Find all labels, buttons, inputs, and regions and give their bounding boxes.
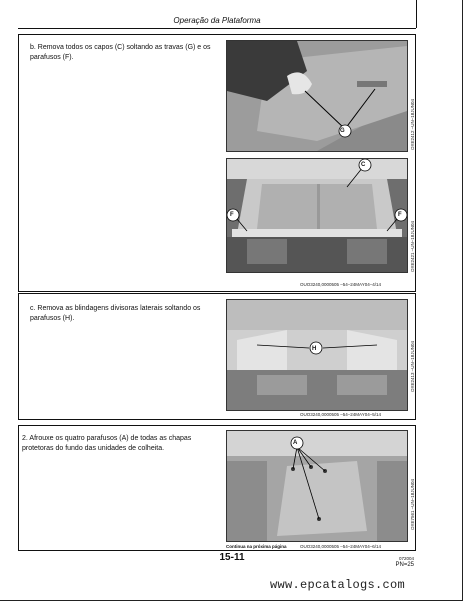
callout-a: A (293, 440, 298, 446)
continue-note: Continua na próxima página (226, 544, 287, 549)
ref-code-5-14: OUO3240,0000505 –54–24MAY04–5/14 (300, 412, 381, 417)
callout-g: G (340, 128, 345, 134)
ref-code-4-14: OUO3240,0000505 –54–24MAY04–4/14 (300, 282, 381, 287)
pn-label: PN=25 (395, 562, 414, 568)
callout-h: H (312, 346, 317, 352)
photo-code-oxe2421: OXE2421 –UN–18JUN04 (410, 220, 415, 272)
page-header-title: Operação da Plataforma (173, 16, 261, 25)
photo-bottom-plates (226, 430, 408, 542)
header-rule (18, 28, 416, 29)
photo-hood-latches (226, 40, 408, 152)
step-b-text: b. Remova todos os capos (C) soltando as travas (G) e os parafusos (F). (30, 44, 211, 61)
photo-code-oxe2412: OXE2412 –UN–18JUN04 (410, 98, 415, 150)
photo-divider-shields (226, 299, 408, 411)
photo-hood-frame (226, 158, 408, 273)
photo-code-oxe2413: OXE2413 –UN–18JUN04 (410, 340, 415, 392)
photo-code-oxe7561: OXE7561 –UN–18JUN04 (410, 478, 415, 530)
step-2-text: 2. Afrouxe os quatro parafusos (A) de todas as chapas protetoras do fundo das unidades de colheita. (22, 435, 192, 452)
date-code: 072004 (398, 556, 414, 561)
step-c-text: c. Remova as blindagens divisoras laterais soltando os parafusos (H). (30, 305, 201, 322)
callout-f-left: F (230, 212, 234, 218)
header-side-rule (416, 0, 417, 28)
watermark: www.epcatalogs.com (270, 578, 406, 592)
callout-f-right: F (398, 212, 402, 218)
page-number: 15-11 (219, 552, 245, 563)
callout-c: C (361, 162, 366, 168)
ref-code-6-14: OUO3240,0000505 –54–24MAY04–6/14 (300, 544, 381, 549)
